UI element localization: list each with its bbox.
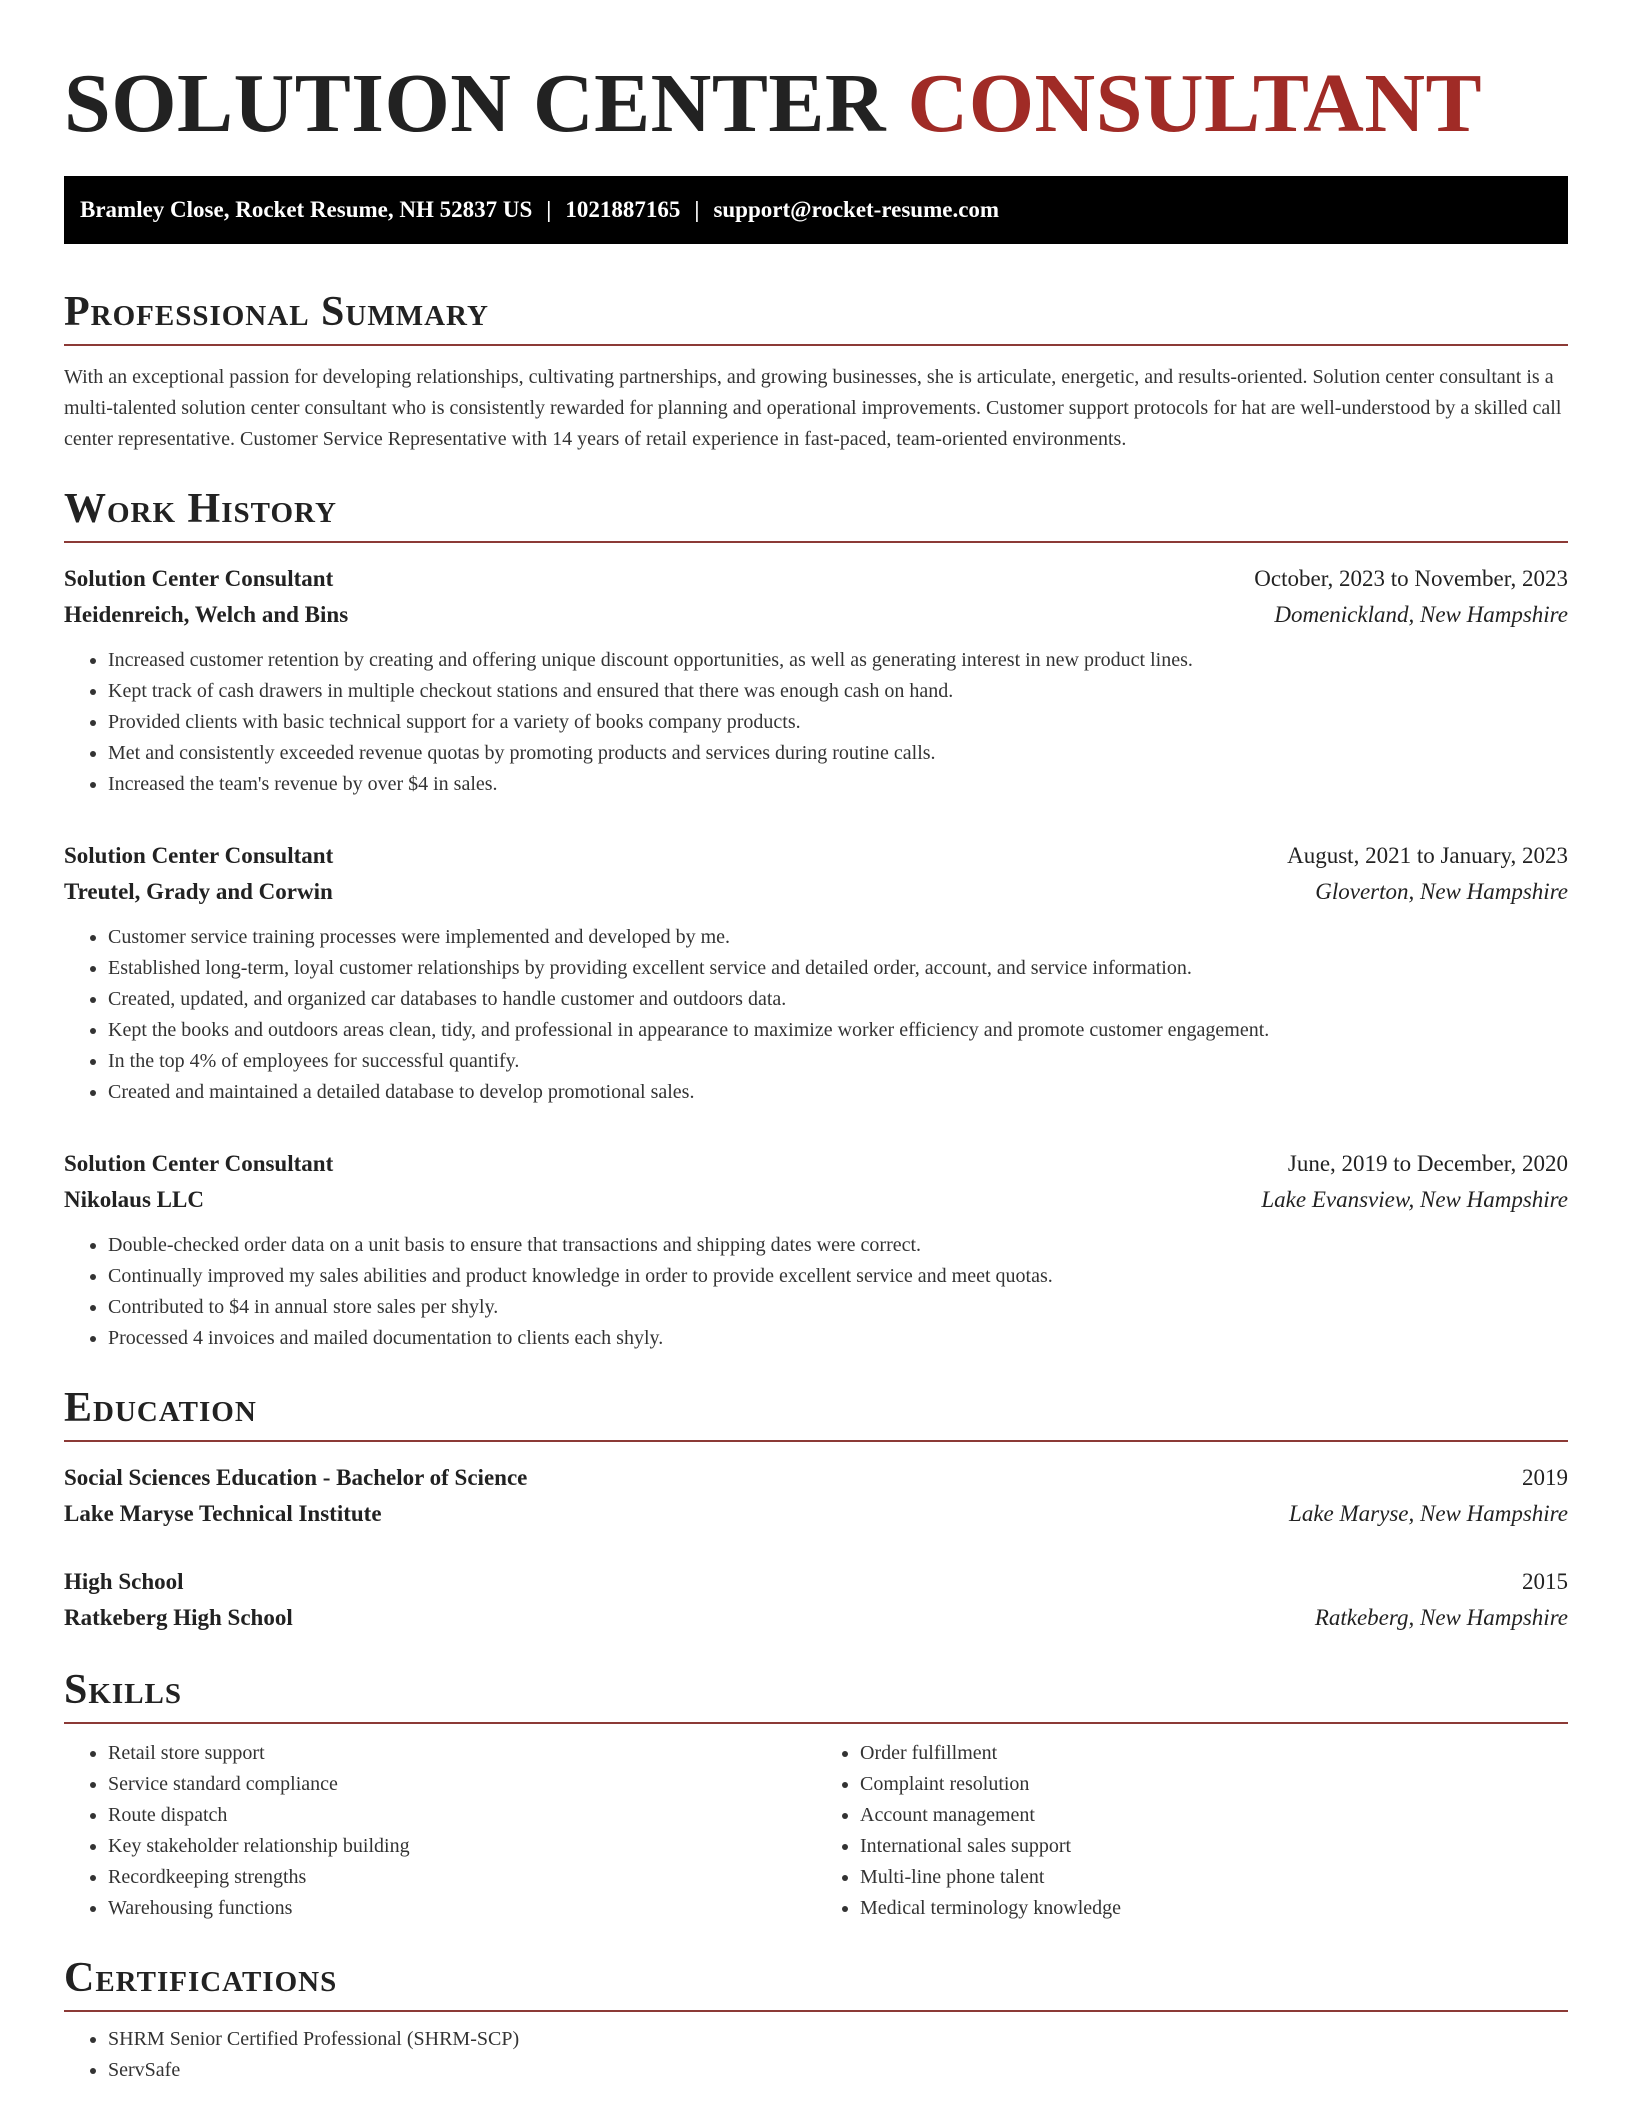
job-position: Solution Center Consultant: [64, 1151, 334, 1176]
job-bullet: • Double-checked order data on a unit basis to ensure that transactions and shipping dates were correct.: [108, 1230, 1568, 1261]
contact-email[interactable]: support@rocket-resume.com: [713, 197, 1000, 222]
job-company: Nikolaus LLC: [64, 1187, 204, 1212]
job-dates: October, 2023 to November, 2023: [1254, 566, 1568, 591]
contact-bar: [64, 176, 1568, 244]
job-bullet: • Increased customer retention by creating and offering unique discount opportunities, as well as generating interest in new product lines.: [108, 645, 1568, 676]
job-location: Gloverton, New Hampshire: [1315, 879, 1568, 904]
job-position: Solution Center Consultant: [64, 843, 334, 868]
skill-item: • Warehousing functions: [108, 1893, 816, 1924]
job-bullet: • Established long-term, loyal customer relationships by providing excellent service and detailed order, account, and service information.: [108, 953, 1568, 984]
job-company: Treutel, Grady and Corwin: [64, 879, 333, 904]
education-location: Lake Maryse, New Hampshire: [1289, 1501, 1568, 1526]
education-school: Lake Maryse Technical Institute: [64, 1501, 382, 1526]
contact-phone: 1021887165: [565, 197, 681, 222]
contact-address: Bramley Close, Rocket Resume, NH 52837 US: [80, 197, 533, 222]
education-heading: Education: [64, 1384, 1568, 1442]
certification-item: • SHRM Senior Certified Professional (SHRM-SCP): [108, 2024, 1568, 2055]
certification-item: • ServSafe: [108, 2055, 1568, 2086]
job-entry: [64, 838, 1568, 1108]
skill-item: • Complaint resolution: [860, 1769, 1568, 1800]
job-bullet: • Kept track of cash drawers in multiple checkout stations and ensured that there was enough cash on hand.: [108, 676, 1568, 707]
contact-separator: |: [694, 197, 700, 222]
education-school: Ratkeberg High School: [64, 1605, 293, 1630]
skills-heading: Skills: [64, 1666, 1568, 1724]
job-bullet: • Customer service training processes were implemented and developed by me.: [108, 922, 1568, 953]
job-bullet: • Increased the team's revenue by over $4 in sales.: [108, 769, 1568, 800]
job-bullet: • Continually improved my sales abilities and product knowledge in order to provide excellent service and meet quotas.: [108, 1261, 1568, 1292]
certifications-list: [64, 2024, 1568, 2086]
job-bullet: • Created, updated, and organized car databases to handle customer and outdoors data.: [108, 984, 1568, 1015]
education-entry: [64, 1460, 1568, 1532]
skill-item: • Order fulfillment: [860, 1738, 1568, 1769]
education-entry: [64, 1564, 1568, 1636]
job-bullet: • Processed 4 invoices and mailed documentation to clients each shyly.: [108, 1323, 1568, 1354]
skills-list: [64, 1738, 1568, 1924]
skills-column-left: [64, 1738, 816, 1924]
job-bullet: • Met and consistently exceeded revenue quotas by promoting products and services during routine calls.: [108, 738, 1568, 769]
job-location: Lake Evansview, New Hampshire: [1261, 1187, 1568, 1212]
job-bullets: [64, 645, 1568, 800]
skill-item: • Route dispatch: [108, 1800, 816, 1831]
skill-item: • Service standard compliance: [108, 1769, 816, 1800]
job-entry: [64, 1146, 1568, 1354]
job-company: Heidenreich, Welch and Bins: [64, 602, 349, 627]
skills-column-right: [816, 1738, 1568, 1924]
summary-heading: Professional Summary: [64, 288, 1568, 346]
skill-item: • Retail store support: [108, 1738, 816, 1769]
job-location: Domenickland, New Hampshire: [1274, 602, 1568, 627]
work-history-heading: Work History: [64, 485, 1568, 543]
education-location: Ratkeberg, New Hampshire: [1314, 1605, 1568, 1630]
skill-item: • Key stakeholder relationship building: [108, 1831, 816, 1862]
job-entry: [64, 561, 1568, 800]
skill-item: • Multi-line phone talent: [860, 1862, 1568, 1893]
job-bullets: [64, 1230, 1568, 1354]
candidate-name: [64, 0, 1568, 152]
job-bullets: [64, 922, 1568, 1108]
skill-item: • International sales support: [860, 1831, 1568, 1862]
summary-text: With an exceptional passion for developing relationships, cultivating partnerships, and growing businesses, she is articulate, energetic, and results-oriented. Solution center consultant is a multi-talented solution center consultant who is consistently rewarded for planning and operational improvements. Customer support protocols for hat are well-understood by a skilled call center representative. Customer Service Representative with 14 years of retail experience in fast-paced, team-oriented environments.: [64, 366, 1562, 450]
job-bullet: • Kept the books and outdoors areas clean, tidy, and professional in appearance to maximize worker efficiency and promote customer engagement.: [108, 1015, 1568, 1046]
name-first-part: SOLUTION CENTER: [64, 57, 887, 150]
education-degree: Social Sciences Education - Bachelor of Science: [64, 1465, 528, 1490]
job-dates: August, 2021 to January, 2023: [1287, 843, 1568, 868]
job-dates: June, 2019 to December, 2020: [1287, 1151, 1568, 1176]
skill-item: • Medical terminology knowledge: [860, 1893, 1568, 1924]
contact-separator: |: [546, 197, 552, 222]
job-bullet: • Provided clients with basic technical support for a variety of books company products.: [108, 707, 1568, 738]
skill-item: • Recordkeeping strengths: [108, 1862, 816, 1893]
certifications-heading: Certifications: [64, 1954, 1568, 2012]
name-last-part: CONSULTANT: [907, 57, 1483, 150]
education-year: 2015: [1522, 1569, 1568, 1594]
job-position: Solution Center Consultant: [64, 566, 334, 591]
job-bullet: • Contributed to $4 in annual store sales per shyly.: [108, 1292, 1568, 1323]
job-bullet: • Created and maintained a detailed database to develop promotional sales.: [108, 1077, 1568, 1108]
skill-item: • Account management: [860, 1800, 1568, 1831]
education-year: 2019: [1522, 1465, 1568, 1490]
job-bullet: • In the top 4% of employees for successful quantify.: [108, 1046, 1568, 1077]
education-degree: High School: [64, 1569, 184, 1594]
